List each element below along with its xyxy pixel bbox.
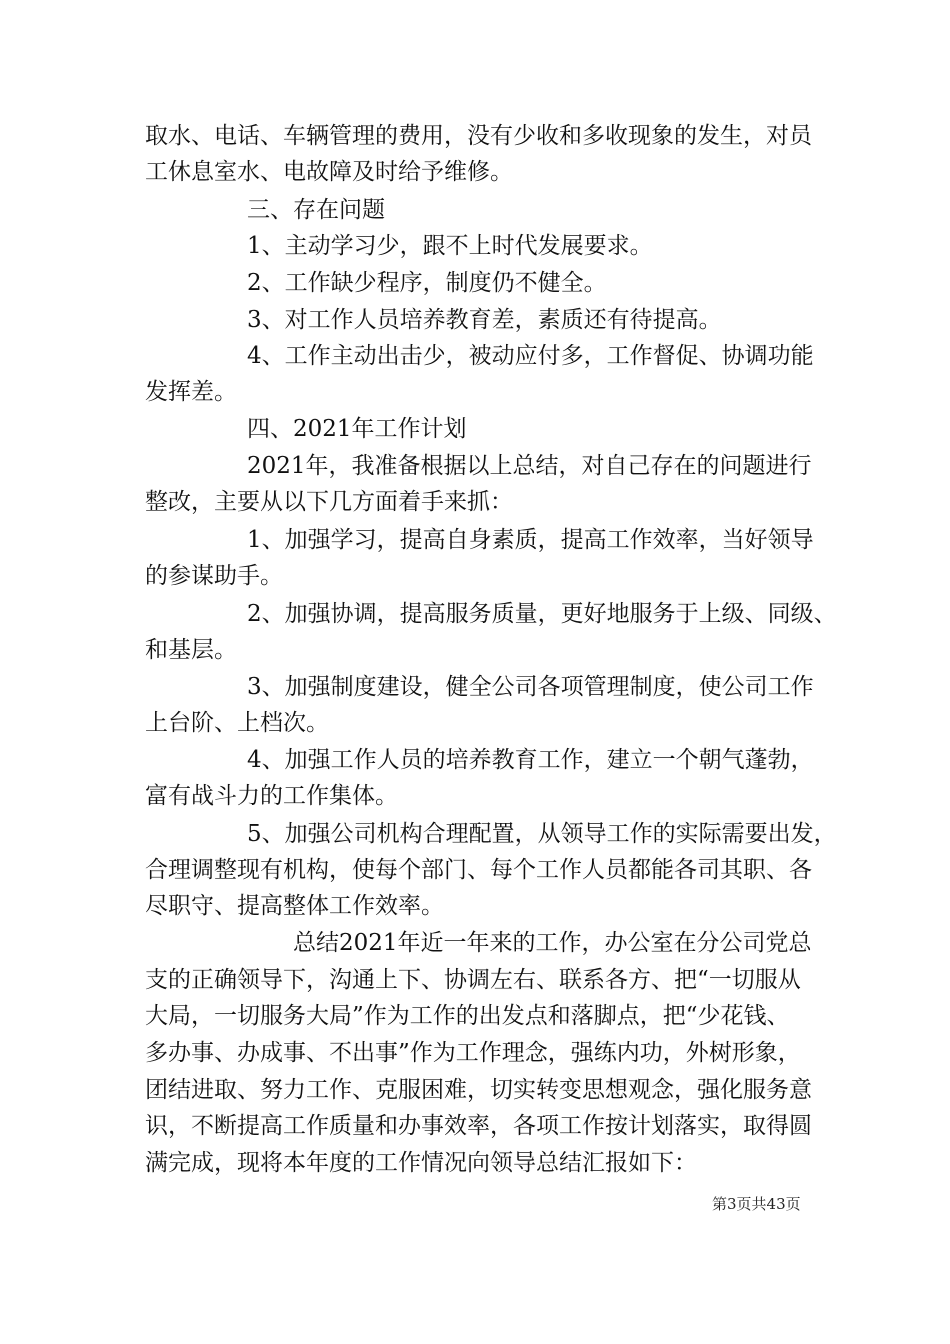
text-line: 总结2021年近一年来的工作，办公室在分公司党总 [293,930,812,956]
text-line: 合理调整现有机构，使每个部门、每个工作人员都能各司其职、各 [145,857,812,883]
text-line: 取水、电话、车辆管理的费用，没有少收和多收现象的发生，对员 [145,123,812,149]
text-line: 1、加强学习，提高自身素质，提高工作效率，当好领导 [247,527,814,553]
text-line: 工休息室水、电故障及时给予维修。 [145,159,513,185]
page-number: 第3页共43页 [712,1195,801,1213]
text-line: 富有战斗力的工作集体。 [145,783,398,809]
text-line: 发挥差。 [145,379,237,405]
text-line: 多办事、办成事、不出事”作为工作理念，强练内功，外树形象， [145,1040,801,1066]
text-line: 整改，主要从以下几方面着手来抓： [145,489,513,515]
text-line: 满完成，现将本年度的工作情况向领导总结汇报如下： [145,1150,697,1176]
text-line: 5、加强公司机构合理配置，从领导工作的实际需要出发， [247,821,837,847]
text-line: 大局，一切服务大局”作为工作的出发点和落脚点，把“少花钱、 [145,1003,790,1029]
text-line: 4、工作主动出击少，被动应付多，工作督促、协调功能 [247,343,814,369]
text-line: 4、加强工作人员的培养教育工作，建立一个朝气蓬勃， [247,747,814,773]
text-line: 2021年，我准备根据以上总结，对自己存在的问题进行 [247,453,812,479]
text-line: 3、加强制度建设，健全公司各项管理制度，使公司工作 [247,674,814,700]
text-line: 和基层。 [145,637,237,663]
text-line: 尽职守、提高整体工作效率。 [145,893,444,919]
section-heading: 四、2021年工作计划 [247,416,467,442]
text-line: 3、对工作人员培养教育差，素质还有待提高。 [247,307,722,333]
section-heading: 三、存在问题 [247,197,385,223]
text-line: 2、加强协调，提高服务质量，更好地服务于上级、同级、 [247,601,837,627]
text-line: 上台阶、上档次。 [145,710,329,736]
text-line: 的参谋助手。 [145,563,283,589]
text-line: 识，不断提高工作质量和办事效率，各项工作按计划落实，取得圆 [145,1113,812,1139]
text-line: 支的正确领导下，沟通上下、协调左右、联系各方、把“一切服从 [145,967,801,993]
text-line: 团结进取、努力工作、克服困难，切实转变思想观念，强化服务意 [145,1077,812,1103]
text-line: 1、主动学习少，跟不上时代发展要求。 [247,233,653,259]
text-line: 2、工作缺少程序，制度仍不健全。 [247,270,607,296]
